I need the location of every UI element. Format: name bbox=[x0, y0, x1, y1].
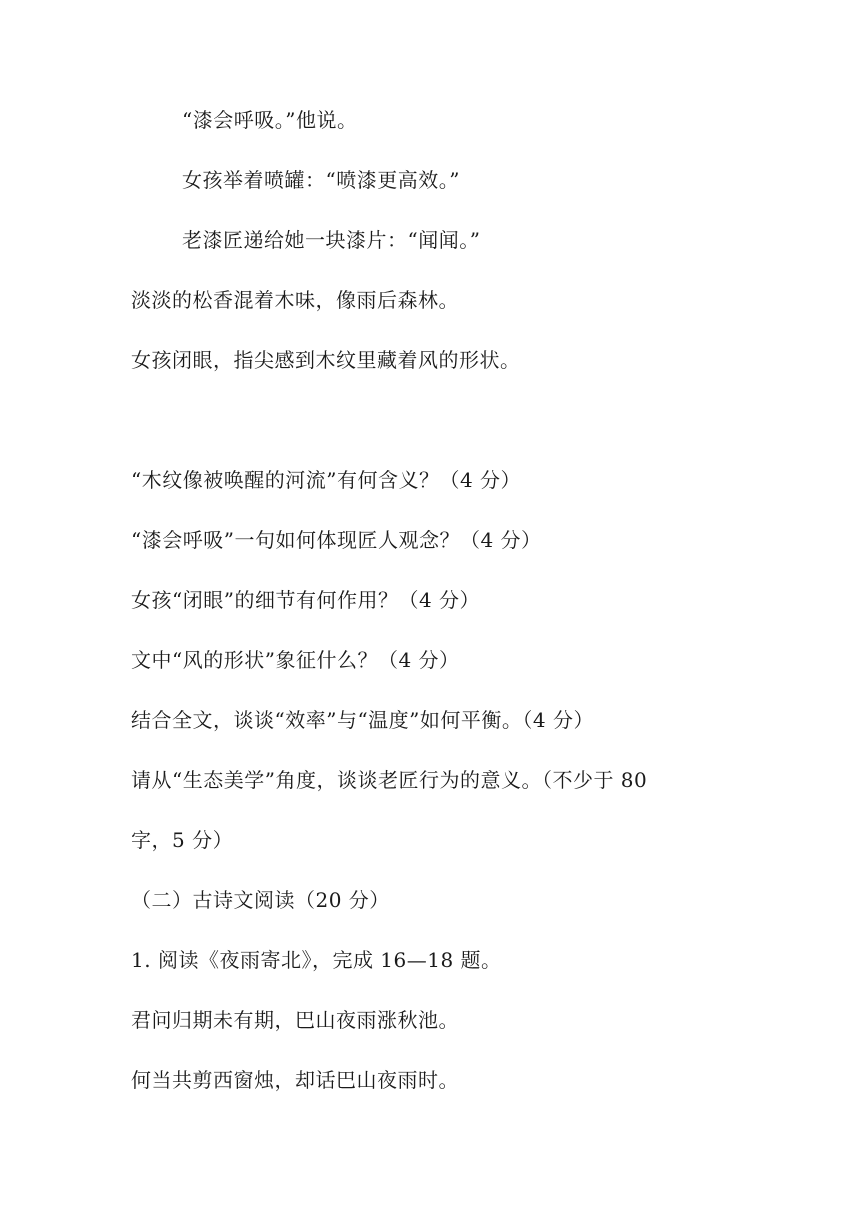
poem-line-1: 君问归期未有期，巴山夜雨涨秋池。 bbox=[131, 1008, 459, 1032]
question-3: 女孩“闭眼”的细节有何作用？（4 分） bbox=[131, 588, 481, 612]
story-paragraph-2: 女孩举着喷罐：“喷漆更高效。” bbox=[182, 168, 460, 192]
question-4: 文中“风的形状”象征什么？（4 分） bbox=[131, 648, 460, 672]
question-5: 结合全文，谈谈“效率”与“温度”如何平衡。（4 分） bbox=[131, 708, 594, 732]
poem-line-2: 何当共剪西窗烛，却话巴山夜雨时。 bbox=[131, 1068, 459, 1092]
question-6: 请从“生态美学”角度，谈谈老匠行为的意义。（不少于 80 bbox=[131, 768, 648, 792]
story-paragraph-4: 淡淡的松香混着木味，像雨后森林。 bbox=[131, 288, 459, 312]
story-paragraph-5: 女孩闭眼，指尖感到木纹里藏着风的形状。 bbox=[131, 348, 521, 372]
question-2: “漆会呼吸”一句如何体现匠人观念？（4 分） bbox=[131, 528, 542, 552]
story-paragraph-3: 老漆匠递给她一块漆片：“闻闻。” bbox=[182, 228, 481, 252]
section-instruction: 1. 阅读《夜雨寄北》，完成 16—18 题。 bbox=[131, 948, 502, 972]
story-paragraph-1: “漆会呼吸。”他说。 bbox=[182, 108, 358, 132]
question-6-continuation: 字，5 分） bbox=[131, 828, 234, 852]
question-1: “木纹像被唤醒的河流”有何含义？（4 分） bbox=[131, 468, 522, 492]
section-heading: （二）古诗文阅读（20 分） bbox=[131, 888, 390, 912]
